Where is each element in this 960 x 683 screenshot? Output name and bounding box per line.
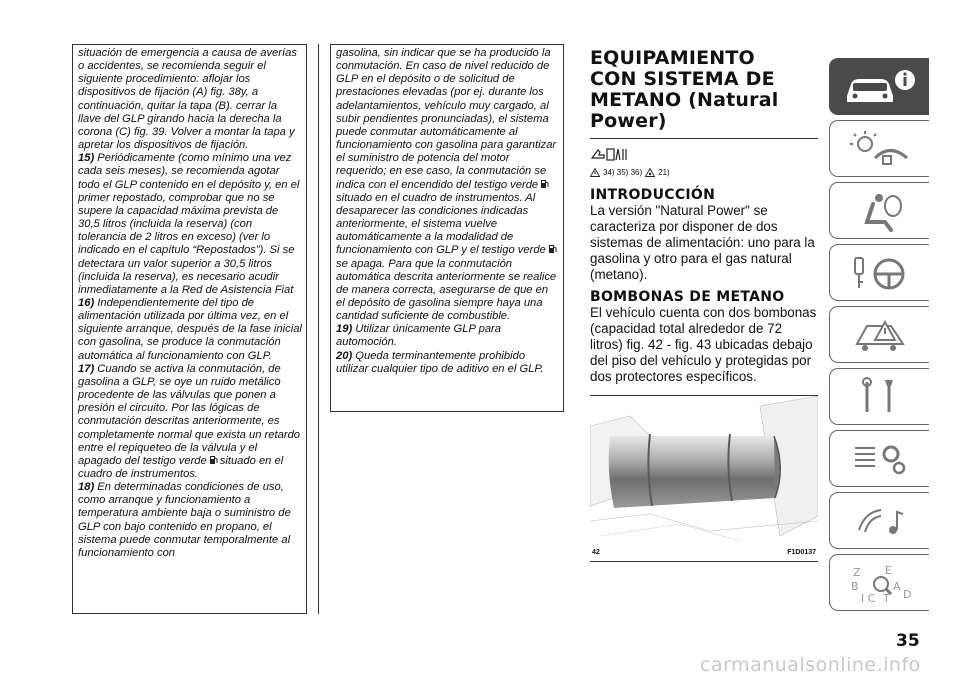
title-line: Power) — [590, 110, 667, 132]
text-part: se apaga. Para que la conmutación automática descrita anteriormente se realice de manera correcta, asegurarse de que en el depósito de gasolina siempre haya una cantidad suficiente de combustible. — [336, 257, 557, 323]
tab-maintenance[interactable] — [829, 368, 929, 425]
watermark: carmanualsonline.info — [700, 654, 921, 676]
note-number: 16) — [78, 296, 95, 309]
svg-text:Z: Z — [852, 565, 861, 579]
svg-text:I C: I C — [860, 591, 875, 604]
note-text: Periódicamente (como mínimo una vez cada seis meses), se recomienda agotar todo el GLP contenido en el depósito y, en el primer repostado, comprobar que no se supere la capacidad máxima prevista de 30,5 litros (incluida la reserva) (con tolerancia de 2 litros en exceso) (ver lo indicado en el capítulo “Repostados”). Si se detectara un valor superior a 30,5 litros (incluida la reserva), es necesario acudir inmediatamente a la Red de Asistencia Fiat — [78, 152, 300, 296]
fuel-pump-icon — [548, 244, 557, 254]
intro-paragraph: La versión "Natural Power" se caracteriza por disponer de dos sistemas de alimentación: uno para la gasolina y otro para el gas natural (metano). — [590, 203, 815, 282]
caution-refs: 21) — [658, 168, 670, 177]
note-15 — [78, 152, 302, 297]
note-number: 15) — [78, 152, 95, 165]
svg-text:T: T — [882, 591, 890, 604]
text-part: situado en el cuadro de instrumentos. Al desaparecer las condiciones indicadas anteriormente, el sistema vuelve automáticamente a la modalidad de funcionamiento con GLP y el testigo verde — [336, 191, 546, 257]
multimedia-icon — [845, 500, 915, 542]
note-text: Queda terminantemente prohibido utilizar cualquier tipo de aditivo en el GLP. — [336, 349, 544, 375]
key-wheel-icon — [845, 252, 915, 294]
tab-technical-data[interactable] — [829, 430, 929, 487]
svg-text:D: D — [902, 587, 911, 601]
svg-text:E: E — [884, 563, 892, 577]
settings-text-icon — [845, 438, 915, 480]
figure-42 — [590, 395, 818, 562]
note-text: En determinadas condiciones de uso, como arranque y funcionamiento a temperatura ambiente baja o suministro de GLP con bajo contenido en propano, el sistema puede conmutar temporalmente al funcionamiento con — [78, 481, 291, 559]
note-text: Utilizar únicamente GLP para automoción. — [336, 323, 501, 349]
warning-symbols — [590, 146, 818, 166]
note-19 — [336, 323, 559, 349]
figure-number: 42 — [592, 549, 600, 556]
figure-code: F1D0137 — [787, 549, 816, 556]
warning-references — [590, 168, 818, 177]
dashboard-lights-icon — [845, 128, 915, 170]
note-number: 19) — [336, 323, 353, 336]
note-18 — [78, 481, 302, 560]
note-text: Independientemente del tipo de alimentación utilizada por última vez, en el siguiente arranque, después de la fase inicial con gasolina, se produce la conmutación automática al funcionamiento con GLP. — [78, 296, 302, 362]
index-letters-icon — [845, 562, 915, 604]
note-number: 17) — [78, 362, 95, 375]
heading-introduccion: INTRODUCCIÓN — [590, 187, 716, 203]
title-line: EQUIPAMIENTO — [590, 47, 755, 69]
note-16 — [78, 297, 302, 363]
car-info-icon — [841, 66, 919, 108]
note-text: situado en el cuadro de instrumentos. — [78, 454, 284, 480]
note-number: 20) — [336, 349, 353, 362]
warning-triangle-icon — [845, 314, 915, 356]
title-line: METANO (Natural — [590, 89, 779, 111]
svg-text:B: B — [850, 579, 859, 593]
heading-bombonas: BOMBONAS DE METANO — [590, 289, 785, 305]
column-3 — [590, 48, 818, 385]
tools-icon — [845, 376, 915, 418]
warning-refs: 34) 35) 36) — [603, 168, 643, 177]
note-17 — [78, 363, 302, 481]
title-rule — [590, 138, 818, 139]
column-1-text — [72, 44, 307, 614]
paragraph-switching — [336, 47, 559, 323]
paragraph-emergency: situación de emergencia a causa de averías o accidentes, se recomienda seguir el siguiente procedimiento: aflojar los dispositivos de fijación (A) fig. 38y, a continuación, quitar la tapa (B). cerrar la llave del GLP girando hacia la derecha la corona (C) fig. 39. Volver a montar la tapa y apretar los dispositivos de fijación. — [78, 47, 297, 152]
note-number: 18) — [78, 481, 95, 494]
tab-multimedia[interactable] — [829, 492, 929, 549]
tab-safety[interactable] — [829, 182, 929, 239]
page-number: 35 — [896, 631, 920, 651]
chapter-tabs — [829, 58, 929, 616]
column-divider — [318, 44, 319, 614]
warning-triangle-icon — [590, 168, 600, 177]
svg-text:A: A — [892, 579, 901, 593]
note-text: Cuando se activa la conmutación, de gasolina a GLP, se oye un ruido metálico procedente de las válvulas que ponen a presión el circuito. Por las lógicas de conmutación descritas anteriormente, es completamente normal que exista un retardo entre el repiqueteo de la válvula y el apagado del testigo verde — [78, 362, 301, 467]
column-2-text — [330, 44, 564, 412]
text-part: gasolina, sin indicar que se ha producido la conmutación. En caso de nivel reducido de GLP en el depósito o de solicitud de prestaciones elevadas (por ej. durante los adelantamientos, vehículo muy cargado, al subir pendientes pronunciadas), el sistema puede conmutar automáticamente al funcionamiento con gasolina para garantizar el suministro de potencia del motor requerido; en ese caso, la conmutación se indica con el encendido del testigo verde — [336, 47, 557, 191]
caution-icon — [645, 168, 655, 177]
fuel-pump-icon — [540, 179, 549, 189]
tab-car-info[interactable] — [829, 58, 929, 115]
tab-dashboard[interactable] — [829, 120, 929, 177]
warning-hand-icon — [590, 146, 634, 164]
note-20 — [336, 350, 559, 376]
tab-index[interactable] — [829, 554, 929, 611]
tab-starting-driving[interactable] — [829, 244, 929, 301]
methane-tank-illustration — [590, 396, 818, 546]
tab-emergency[interactable] — [829, 306, 929, 363]
bombonas-paragraph: El vehículo cuenta con dos bombonas (capacidad total alrededor de 72 litros) fig. 42 - fig. 43 ubicadas debajo del piso del vehículo y protegidas por dos protectores específicos. — [590, 305, 817, 384]
section-title — [590, 48, 818, 132]
airbag-seat-icon — [845, 190, 915, 232]
fuel-pump-icon — [209, 455, 218, 465]
title-line: CON SISTEMA DE — [590, 68, 775, 90]
